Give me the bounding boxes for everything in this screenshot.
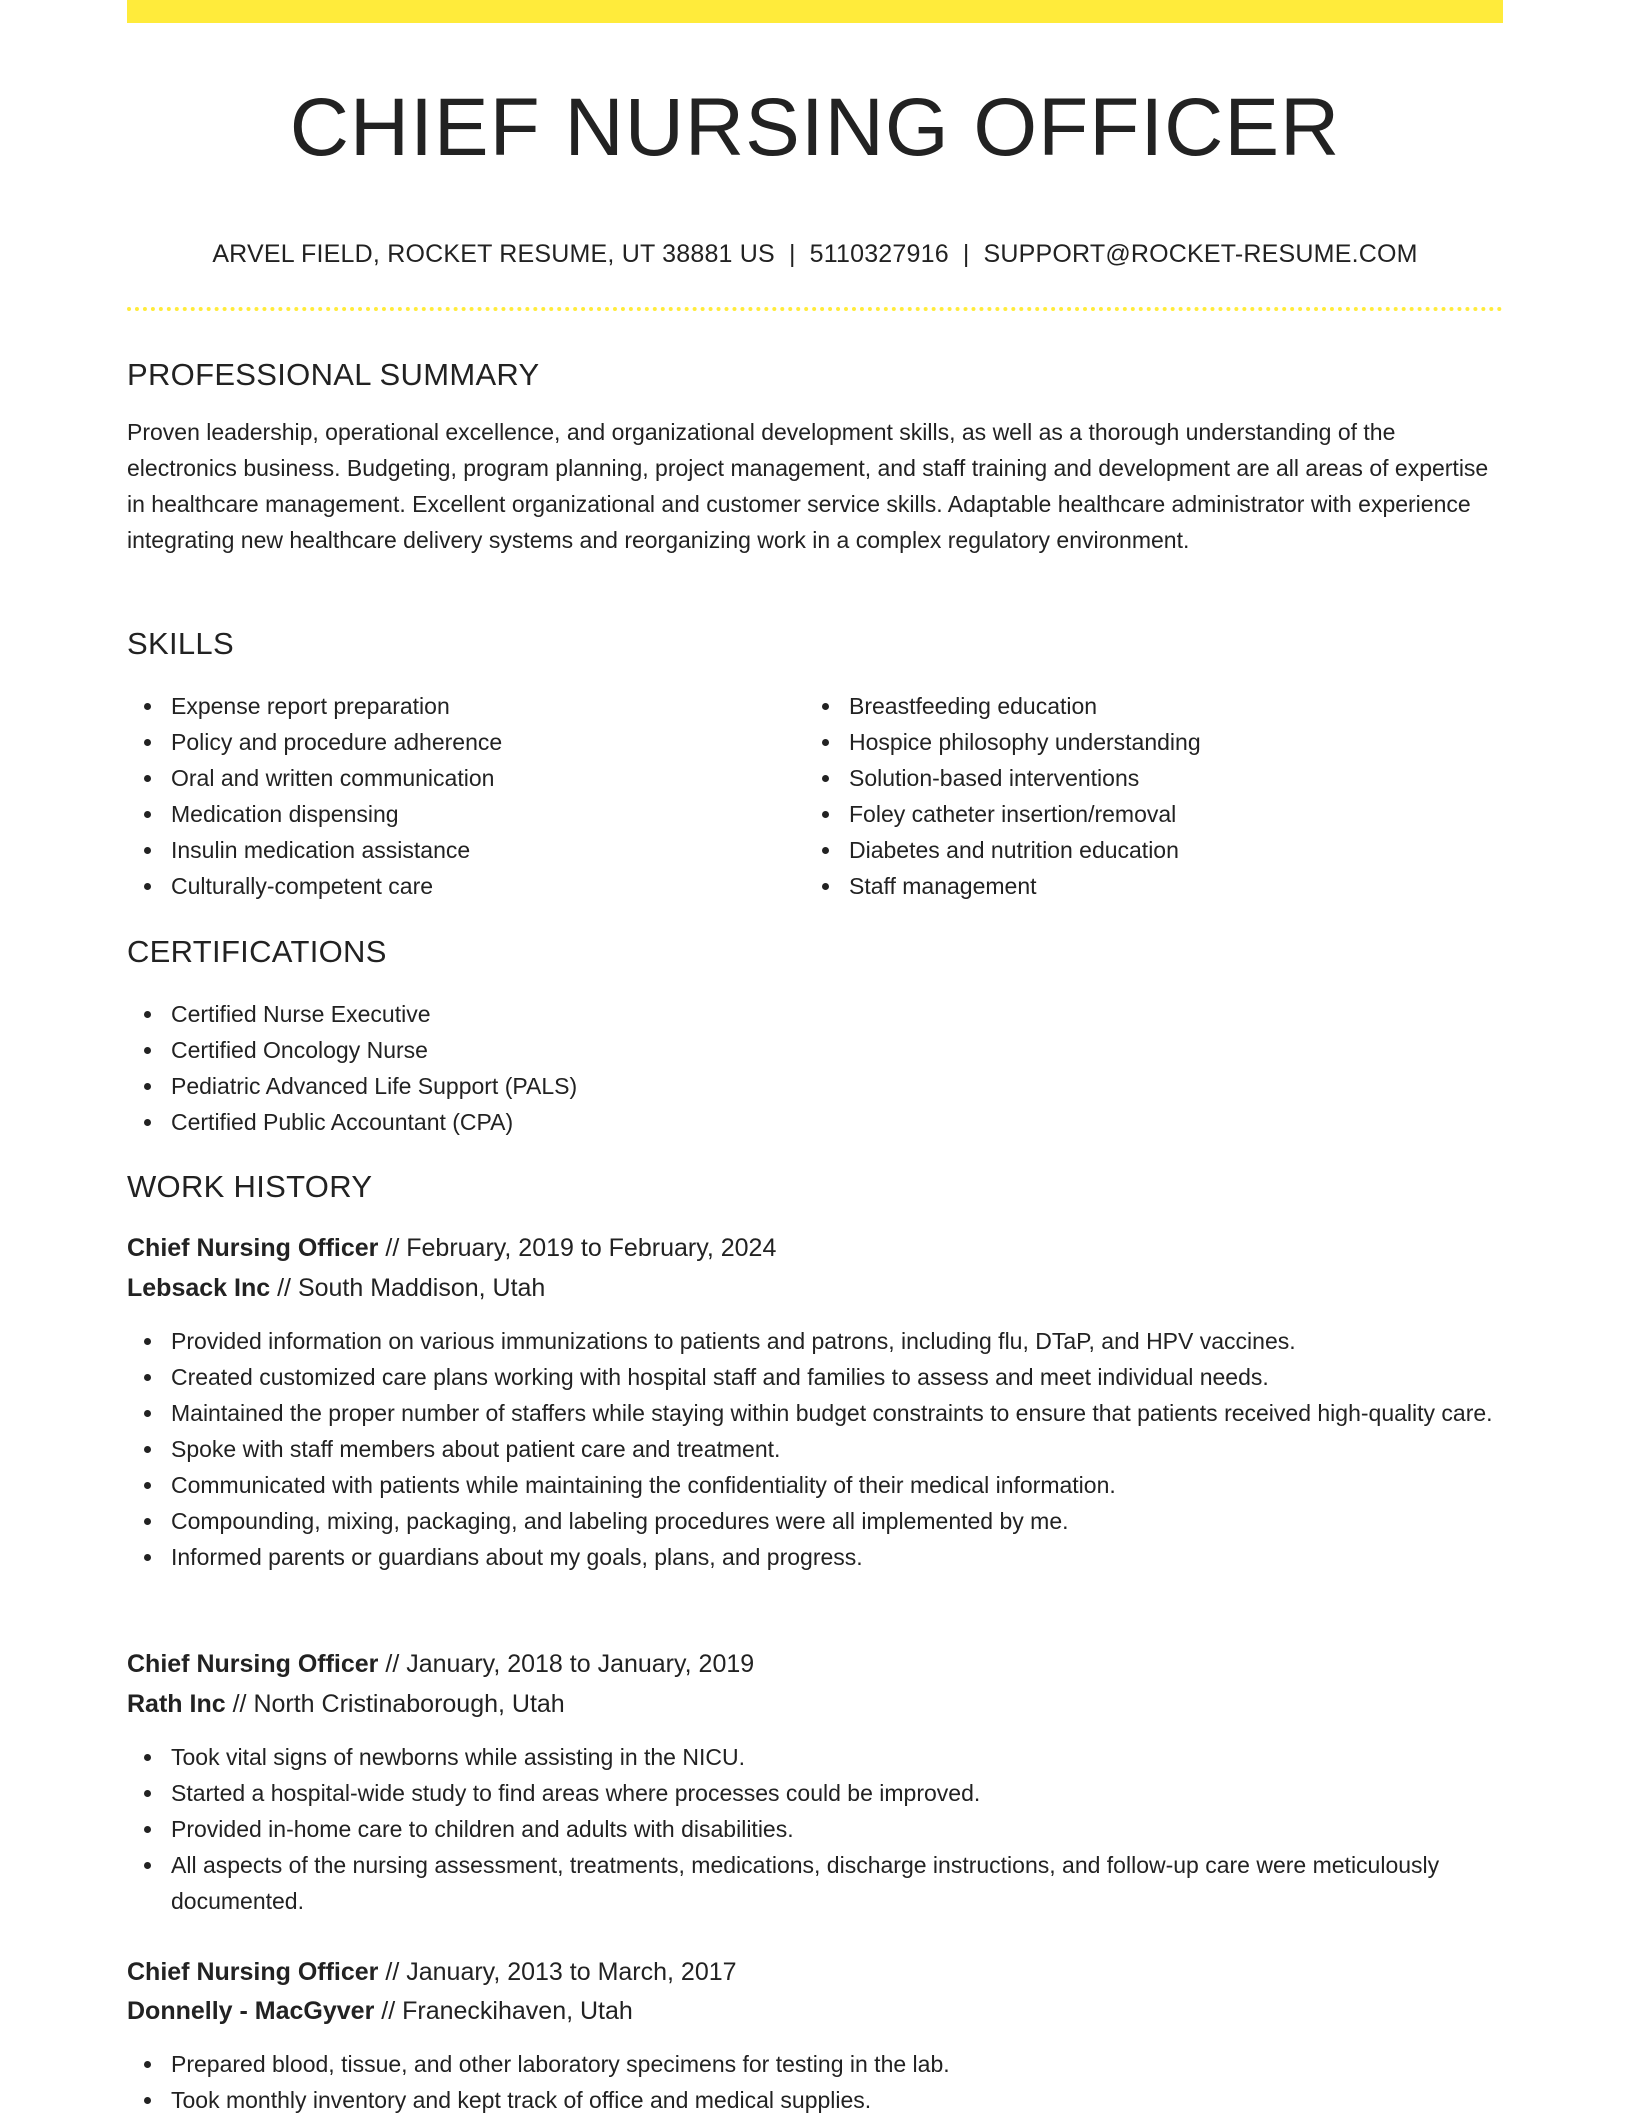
skill-item: Policy and procedure adherence [127,724,787,760]
job-divider: // [232,1690,247,1718]
certification-item: Certified Public Accountant (CPA) [127,1104,1503,1140]
job-bullet: Compounding, mixing, packaging, and labeling procedures were all implemented by me. [127,1503,1503,1539]
job-bullet: Maintained the proper number of staffers while staying within budget constraints to ensure that patients received high-quality care. [127,1395,1503,1431]
work-history-heading: WORK HISTORY [127,1169,373,1204]
skill-item: Medication dispensing [127,796,787,832]
skill-item: Expense report preparation [127,688,787,724]
job-bullet: Created customized care plans working with hospital staff and families to assess and meet individual needs. [127,1359,1503,1395]
skill-item: Staff management [805,868,1465,904]
job-title: Chief Nursing Officer [127,1650,379,1678]
job-bullet: Spoke with staff members about patient care and treatment. [127,1431,1503,1467]
summary-text: Proven leadership, operational excellence, and organizational development skills, as well as a thorough understanding of the electronics business. Budgeting, program planning, project management, and staff training and development are all areas of expertise in healthcare management. Excellent organizational and customer service skills. Adaptable healthcare administrator with experience integrating new healthcare delivery systems and reorganizing work in a complex regulatory environment. [127,419,1489,553]
job-bullets [127,1323,1503,1575]
job-bullet: Provided information on various immunizations to patients and patrons, including flu, DTaP, and HPV vaccines. [127,1323,1503,1359]
job-company-line [127,1270,545,1306]
skills-list-right [805,688,1465,904]
job-company: Lebsack Inc [127,1274,271,1302]
job-bullet: All aspects of the nursing assessment, treatments, medications, discharge instructions, and follow-up care were meticulously documented. [127,1847,1503,1919]
job-divider: // [385,1958,400,1986]
contact-line [127,236,1503,272]
summary-heading: PROFESSIONAL SUMMARY [127,357,540,392]
job-divider: // [385,1234,400,1262]
job-company-line [127,1686,565,1722]
certifications-list [127,996,1503,1140]
job-title-line [127,1230,776,1266]
skill-item: Hospice philosophy understanding [805,724,1465,760]
accent-top-bar [127,0,1503,23]
contact-separator: | [788,240,796,268]
job-title-line [127,1954,737,1990]
dotted-divider [127,307,1503,311]
job-divider: // [381,1997,396,2025]
skill-item: Diabetes and nutrition education [805,832,1465,868]
contact-separator: | [962,240,970,268]
contact-phone[interactable]: 5110327916 [809,240,949,268]
skill-item: Solution-based interventions [805,760,1465,796]
skill-item: Culturally-competent care [127,868,787,904]
skill-item: Foley catheter insertion/removal [805,796,1465,832]
job-company-line [127,1993,633,2029]
skill-item: Insulin medication assistance [127,832,787,868]
job-title: Chief Nursing Officer [127,1234,379,1262]
skills-list-left [127,688,787,904]
skill-item: Breastfeeding education [805,688,1465,724]
job-bullets [127,2046,1503,2118]
job-dates: February, 2019 to February, 2024 [406,1234,777,1262]
certifications-heading: CERTIFICATIONS [127,934,387,969]
job-bullet: Provided in-home care to children and adults with disabilities. [127,1811,1503,1847]
job-bullet: Prepared blood, tissue, and other laboratory specimens for testing in the lab. [127,2046,1503,2082]
job-location: Franeckihaven, Utah [402,1997,633,2025]
skills-heading: SKILLS [127,626,234,661]
certification-item: Certified Nurse Executive [127,996,1503,1032]
job-company: Donnelly - MacGyver [127,1997,375,2025]
job-bullet: Informed parents or guardians about my goals, plans, and progress. [127,1539,1503,1575]
contact-address: ARVEL FIELD, ROCKET RESUME, UT 38881 US [212,240,775,268]
job-bullet: Communicated with patients while maintaining the confidentiality of their medical information. [127,1467,1503,1503]
contact-email[interactable]: SUPPORT@ROCKET-RESUME.COM [983,240,1418,268]
resume-title: CHIEF NURSING OFFICER [289,82,1341,173]
job-bullet: Took vital signs of newborns while assisting in the NICU. [127,1739,1503,1775]
job-location: South Maddison, Utah [297,1274,546,1302]
job-location: North Cristinaborough, Utah [253,1690,565,1718]
job-title: Chief Nursing Officer [127,1958,379,1986]
skill-item: Oral and written communication [127,760,787,796]
job-divider: // [277,1274,291,1302]
job-bullet: Started a hospital-wide study to find areas where processes could be improved. [127,1775,1503,1811]
certification-item: Certified Oncology Nurse [127,1032,1503,1068]
job-divider: // [385,1650,400,1678]
job-company: Rath Inc [127,1690,226,1718]
job-dates: January, 2013 to March, 2017 [406,1958,737,1986]
job-title-line [127,1646,754,1682]
job-bullets [127,1739,1503,1919]
job-bullet: Took monthly inventory and kept track of office and medical supplies. [127,2082,1503,2118]
certification-item: Pediatric Advanced Life Support (PALS) [127,1068,1503,1104]
job-dates: January, 2018 to January, 2019 [406,1650,755,1678]
